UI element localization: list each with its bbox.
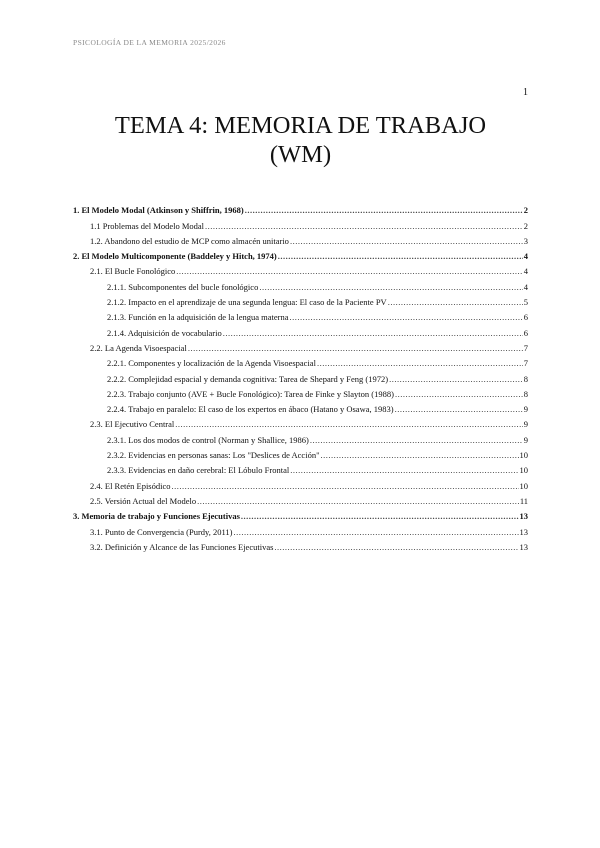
toc-entry[interactable] — [73, 215, 528, 230]
toc-entry-page: 13 — [519, 526, 528, 537]
toc-leader-dots — [395, 404, 523, 414]
toc-entry-label: 1. El Modelo Modal (Atkinson y Shiffrin, 1968) — [73, 205, 244, 216]
toc-entry-label: 2.1.4. Adquisición de vocabulario — [107, 327, 222, 338]
toc-leader-dots — [310, 435, 523, 445]
toc-entry-label: 2.2. La Agenda Visoespacial — [90, 342, 187, 353]
toc-entry-page: 9 — [523, 419, 528, 430]
toc-entry-page: 6 — [523, 327, 528, 338]
toc-entry-page: 7 — [523, 358, 528, 369]
toc-entry-page: 4 — [523, 266, 528, 277]
toc-entry-label: 2.4. El Retén Episódico — [90, 480, 171, 491]
toc-leader-dots — [188, 343, 523, 353]
toc-entry[interactable] — [73, 537, 528, 552]
toc-entry[interactable] — [73, 261, 528, 276]
toc-entry-page: 7 — [523, 342, 528, 353]
toc-entry[interactable] — [73, 368, 528, 383]
toc-entry[interactable] — [73, 231, 528, 246]
toc-leader-dots — [223, 328, 523, 338]
document-title — [73, 111, 528, 169]
table-of-contents — [73, 200, 528, 552]
toc-entry-label: 2.1.2. Impacto en el aprendizaje de una segunda lengua: El caso de la Paciente PV — [107, 297, 387, 308]
toc-entry[interactable] — [73, 322, 528, 337]
toc-entry-page: 2 — [523, 205, 528, 216]
toc-entry[interactable] — [73, 276, 528, 291]
toc-entry[interactable] — [73, 399, 528, 414]
toc-entry[interactable] — [73, 429, 528, 444]
toc-leader-dots — [176, 266, 523, 276]
toc-leader-dots — [278, 251, 523, 261]
toc-entry-label: 2.3.2. Evidencias en personas sanas: Los "Deslices de Acción" — [107, 450, 320, 461]
toc-leader-dots — [290, 465, 518, 475]
toc-entry-page: 5 — [523, 297, 528, 308]
toc-entry[interactable] — [73, 506, 528, 521]
toc-entry[interactable] — [73, 521, 528, 536]
toc-entry-page: 10 — [519, 465, 528, 476]
toc-leader-dots — [172, 481, 519, 491]
toc-entry-page: 9 — [523, 434, 528, 445]
toc-entry[interactable] — [73, 445, 528, 460]
toc-entry[interactable] — [73, 307, 528, 322]
toc-entry-page: 9 — [523, 404, 528, 415]
toc-leader-dots — [389, 374, 523, 384]
toc-entry-label: 2. El Modelo Multicomponente (Baddeley y Hitch, 1974) — [73, 251, 277, 262]
toc-entry-label: 2.2.2. Complejidad espacial y demanda cognitiva: Tarea de Shepard y Feng (1972) — [107, 373, 389, 384]
toc-entry-label: 3.2. Definición y Alcance de las Funciones Ejecutivas — [90, 541, 274, 552]
toc-entry-label: 2.3.3. Evidencias en daño cerebral: El Lóbulo Frontal — [107, 465, 290, 476]
toc-entry-label: 2.2.4. Trabajo en paralelo: El caso de los expertos en ábaco (Hatano y Osawa, 1983) — [107, 404, 394, 415]
toc-leader-dots — [245, 205, 523, 215]
toc-entry[interactable] — [73, 338, 528, 353]
toc-entry-label: 2.3. El Ejecutivo Central — [90, 419, 175, 430]
toc-entry[interactable] — [73, 384, 528, 399]
toc-entry-page: 11 — [519, 495, 528, 506]
toc-entry-label: 2.1. El Bucle Fonológico — [90, 266, 176, 277]
toc-entry-label: 2.2.1. Componentes y localización de la Agenda Visoespacial — [107, 358, 316, 369]
toc-leader-dots — [290, 236, 523, 246]
toc-entry-label: 1.1 Problemas del Modelo Modal — [90, 220, 205, 231]
page-number: 1 — [523, 87, 528, 98]
toc-leader-dots — [388, 297, 523, 307]
toc-entry-label: 1.2. Abandono del estudio de MCP como almacén unitario — [90, 235, 289, 246]
toc-entry[interactable] — [73, 460, 528, 475]
toc-leader-dots — [197, 496, 519, 506]
toc-entry-label: 2.1.3. Función en la adquisición de la lengua materna — [107, 312, 289, 323]
toc-entry-label: 2.2.3. Trabajo conjunto (AVE + Bucle Fonológico): Tarea de Finke y Slayton (1988) — [107, 388, 394, 399]
toc-entry-page: 10 — [519, 480, 528, 491]
toc-entry-label: 2.5. Versión Actual del Modelo — [90, 495, 197, 506]
toc-leader-dots — [317, 358, 523, 368]
toc-leader-dots — [234, 527, 519, 537]
toc-leader-dots — [259, 282, 522, 292]
toc-entry-page: 13 — [519, 541, 528, 552]
title-line-1: TEMA 4: MEMORIA DE TRABAJO — [114, 112, 487, 139]
toc-entry-label: 3.1. Punto de Convergencia (Purdy, 2011) — [90, 526, 233, 537]
toc-entry-page: 3 — [523, 235, 528, 246]
toc-entry-page: 4 — [523, 251, 528, 262]
toc-entry-page: 8 — [523, 388, 528, 399]
toc-entry-page: 6 — [523, 312, 528, 323]
toc-leader-dots — [205, 221, 523, 231]
toc-entry[interactable] — [73, 200, 528, 215]
toc-entry-label: 3. Memoria de trabajo y Funciones Ejecutivas — [73, 511, 240, 522]
toc-leader-dots — [274, 542, 518, 552]
toc-entry[interactable] — [73, 475, 528, 490]
toc-entry[interactable] — [73, 491, 528, 506]
toc-entry[interactable] — [73, 353, 528, 368]
toc-entry-page: 13 — [519, 511, 528, 522]
toc-entry[interactable] — [73, 246, 528, 261]
toc-entry[interactable] — [73, 292, 528, 307]
title-line-2: (WM) — [269, 141, 332, 168]
toc-entry-label: 2.1.1. Subcomponentes del bucle fonológico — [107, 281, 259, 292]
toc-leader-dots — [175, 419, 522, 429]
toc-leader-dots — [241, 511, 519, 521]
toc-entry-label: 2.3.1. Los dos modos de control (Norman y Shallice, 1986) — [107, 434, 309, 445]
toc-entry[interactable] — [73, 414, 528, 429]
toc-entry-page: 8 — [523, 373, 528, 384]
toc-leader-dots — [321, 450, 519, 460]
toc-entry-page: 10 — [519, 450, 528, 461]
toc-entry-page: 2 — [523, 220, 528, 231]
toc-leader-dots — [395, 389, 523, 399]
toc-leader-dots — [290, 312, 523, 322]
toc-entry-page: 4 — [523, 281, 528, 292]
running-header: PSICOLOGÍA DE LA MEMORIA 2025/2026 — [73, 38, 226, 47]
